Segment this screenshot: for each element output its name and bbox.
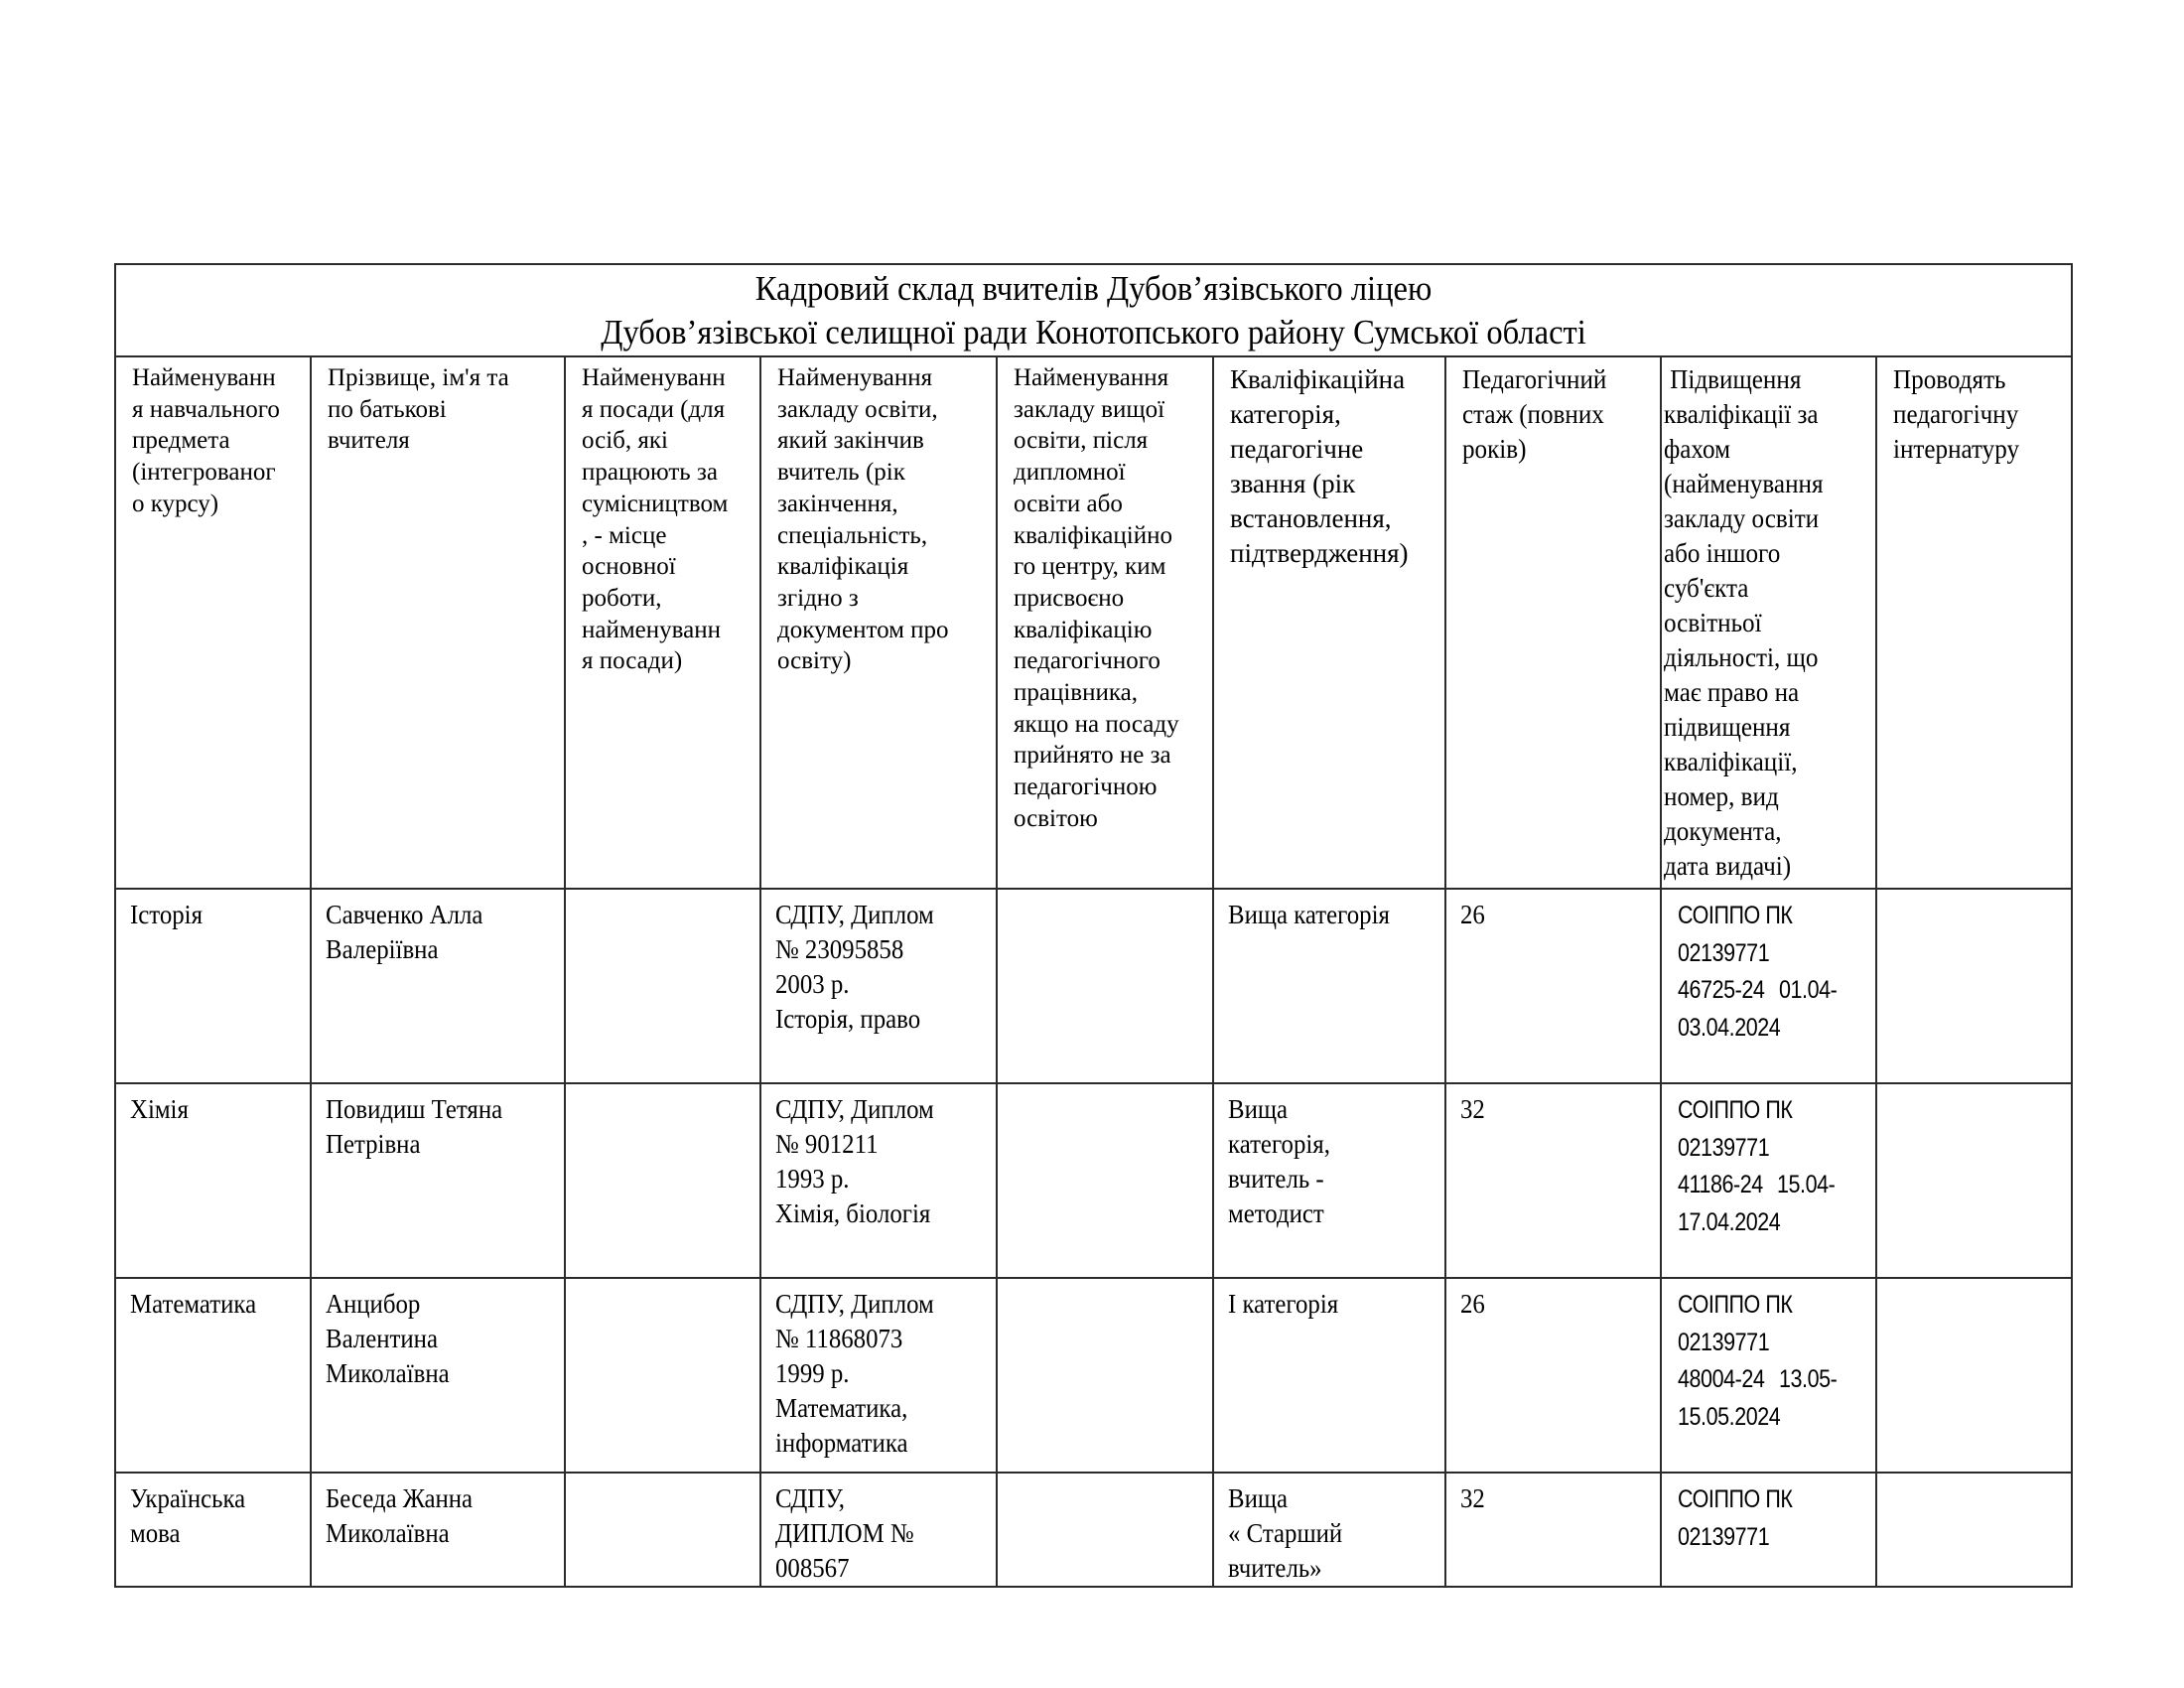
cell-subject — [115, 889, 311, 1083]
cell-line — [130, 1287, 300, 1322]
cell-name — [311, 889, 565, 1083]
header-line: закладу освіти — [1664, 503, 1820, 533]
cell-line — [775, 1356, 986, 1391]
header-line: дипломної — [1014, 459, 1126, 487]
cell-category — [1213, 1278, 1445, 1473]
cell-text: СОІППО ПК — [1678, 1096, 1793, 1124]
cell-text: 01.04- — [1778, 976, 1838, 1004]
header-line: діяльності, що — [1664, 642, 1819, 672]
header-line: Підвищення — [1664, 364, 1802, 394]
cell-line — [1678, 976, 1779, 1004]
cell-line — [775, 1481, 986, 1516]
cell-text: методист — [1228, 1198, 1324, 1228]
cell-text: 03.04.2024 — [1678, 1013, 1781, 1042]
header-line: Найменування — [777, 364, 933, 391]
cell-text: № 901211 — [775, 1129, 879, 1159]
cell-text: вчитель - — [1228, 1164, 1324, 1194]
title-line-2: Дубов’язівської селищної ради Конотопського району Сумської області — [601, 313, 1586, 352]
cell-text: 15.04- — [1776, 1171, 1836, 1198]
header-line: Найменуванн — [132, 364, 276, 391]
header-line: підвищення — [1664, 712, 1791, 742]
header-line: має право на — [1664, 677, 1800, 707]
cell-position — [565, 889, 760, 1083]
cell-line — [1779, 976, 1846, 1004]
cell-text: 41186-24 — [1678, 1171, 1763, 1198]
header-line: вчителя — [328, 427, 410, 455]
header-line: найменуванн — [582, 616, 721, 643]
cell-text: СДПУ, Диплом — [775, 900, 934, 929]
cell-line — [1228, 1162, 1434, 1196]
header-line: Прізвище, ім'я та — [328, 364, 509, 391]
header-line: роботи, — [582, 584, 662, 612]
cell-education — [760, 889, 997, 1083]
cell-line — [1228, 1196, 1434, 1231]
header-line: вчитель (рік — [777, 459, 905, 487]
cell-line — [1460, 898, 1650, 932]
cell-text: Анцибор — [326, 1289, 421, 1319]
cell-training — [1661, 1473, 1876, 1587]
header-row — [115, 356, 2072, 889]
cell-line — [1228, 1551, 1434, 1586]
cell-text: № 11868073 — [775, 1324, 903, 1353]
cell-text: № 23095858 — [775, 934, 904, 964]
cell-line — [326, 1481, 554, 1516]
cell-text: СОІППО ПК — [1678, 902, 1793, 929]
cell-line — [326, 1516, 554, 1551]
cell-line — [1678, 1365, 1779, 1393]
cell-line — [1678, 1171, 1777, 1198]
table-row — [115, 1083, 2072, 1278]
title-line-1: Кадровий склад вчителів Дубов’язівського ліцею — [754, 269, 1433, 308]
cell-line — [1678, 1403, 1797, 1431]
cell-line — [1228, 1127, 1434, 1162]
cell-line — [775, 967, 986, 1002]
cell-line — [1779, 1365, 1846, 1393]
cell-text: Вища — [1228, 1094, 1289, 1124]
cell-text: 26 — [1460, 1289, 1485, 1319]
table-row — [115, 1278, 2072, 1473]
cell-text: інформатика — [775, 1428, 908, 1458]
cell-text: 02139771 — [1678, 1328, 1770, 1356]
cell-line — [775, 1391, 986, 1426]
cell-line — [326, 932, 554, 967]
header-line: педагогічне — [1230, 434, 1364, 464]
cell-text: Миколаївна — [326, 1358, 450, 1388]
cell-line — [1678, 1329, 1784, 1356]
cell-text: мова — [130, 1518, 181, 1548]
cell-education — [760, 1278, 997, 1473]
header-line: освіти або — [1014, 490, 1123, 517]
header-line: педагогічного — [1014, 647, 1160, 675]
cell-text: І категорія — [1228, 1289, 1339, 1319]
cell-line — [1678, 1523, 1784, 1551]
cell-line — [326, 1127, 554, 1162]
cell-text: СДПУ, Диплом — [775, 1289, 934, 1319]
cell-text: СОІППО ПК — [1678, 1291, 1793, 1319]
header-line: Найменування — [1014, 364, 1169, 391]
cell-line — [326, 1322, 554, 1356]
cell-line — [1678, 1014, 1797, 1042]
header-subject — [115, 356, 311, 889]
cell-position — [565, 1473, 760, 1587]
cell-experience — [1445, 889, 1661, 1083]
cell-text: Валеріївна — [326, 934, 439, 964]
cell-line — [1228, 1287, 1434, 1322]
cell-line — [775, 1002, 986, 1037]
cell-category — [1213, 889, 1445, 1083]
cell-experience — [1445, 1473, 1661, 1587]
cell-text: 02139771 — [1678, 938, 1770, 967]
cell-text: СДПУ, — [775, 1483, 845, 1513]
cell-text: 46725-24 — [1678, 976, 1765, 1004]
cell-line — [775, 932, 986, 967]
cell-text: 1999 р. — [775, 1358, 850, 1388]
cell-higher-education — [997, 1083, 1213, 1278]
cell-category — [1213, 1083, 1445, 1278]
cell-line — [775, 1551, 986, 1586]
cell-higher-education — [997, 889, 1213, 1083]
header-line: Кваліфікаційна — [1230, 364, 1406, 394]
header-line: сумісництвом — [582, 490, 729, 517]
header-line: предмета — [132, 427, 230, 455]
staff-table — [114, 263, 2073, 1588]
cell-line — [326, 1092, 554, 1127]
cell-text: 15.05.2024 — [1678, 1402, 1781, 1431]
header-line: документом про — [777, 616, 949, 643]
cell-experience — [1445, 1083, 1661, 1278]
header-line: освітньої — [1664, 608, 1762, 637]
cell-line — [1678, 1096, 1811, 1124]
cell-line — [1460, 1092, 1650, 1127]
header-line: спеціальність, — [777, 521, 928, 549]
cell-education — [760, 1473, 997, 1587]
cell-category — [1213, 1473, 1445, 1587]
header-line: суб'єкта — [1664, 573, 1749, 603]
cell-position — [565, 1278, 760, 1473]
cell-line — [775, 1162, 986, 1196]
cell-text: 008567 — [775, 1553, 850, 1583]
cell-line — [1228, 898, 1434, 932]
cell-line — [775, 898, 986, 932]
cell-internship — [1876, 1278, 2072, 1473]
cell-line — [775, 1426, 986, 1461]
cell-line — [775, 1092, 986, 1127]
cell-text: 02139771 — [1678, 1133, 1770, 1162]
cell-text: 13.05- — [1778, 1365, 1838, 1393]
header-line: о курсу) — [132, 490, 219, 517]
cell-line — [130, 1481, 300, 1516]
header-line: го центру, ким — [1014, 553, 1166, 581]
header-line: звання (рік — [1230, 469, 1356, 498]
table-row — [115, 889, 2072, 1083]
cell-training — [1661, 1278, 1876, 1473]
cell-text: 1993 р. — [775, 1164, 850, 1194]
cell-line — [1777, 1171, 1844, 1198]
cell-line — [1678, 1208, 1797, 1236]
cell-text: Миколаївна — [326, 1518, 450, 1548]
header-line: я навчального — [132, 395, 280, 423]
cell-text: 17.04.2024 — [1678, 1207, 1781, 1236]
header-category — [1213, 356, 1445, 889]
cell-line — [1460, 1287, 1650, 1322]
cell-name — [311, 1278, 565, 1473]
cell-training — [1661, 889, 1876, 1083]
cell-text: Вища категорія — [1228, 900, 1390, 929]
header-line: який закінчив — [777, 427, 924, 455]
cell-text: Валентина — [326, 1324, 439, 1353]
cell-line — [1678, 939, 1784, 967]
cell-higher-education — [997, 1278, 1213, 1473]
header-line: кваліфікація — [777, 553, 909, 581]
header-line: (найменування — [1664, 469, 1824, 498]
cell-experience — [1445, 1278, 1661, 1473]
cell-line — [130, 1516, 300, 1551]
cell-text: Петрівна — [326, 1129, 421, 1159]
cell-line — [326, 1356, 554, 1391]
header-line: кваліфікацію — [1014, 616, 1153, 643]
cell-subject — [115, 1278, 311, 1473]
cell-higher-education — [997, 1473, 1213, 1587]
header-line: по батькові — [328, 395, 447, 423]
cell-internship — [1876, 1473, 2072, 1587]
cell-education — [760, 1083, 997, 1278]
cell-text: Математика, — [775, 1393, 908, 1423]
cell-text: ДИПЛОМ № — [775, 1518, 914, 1548]
cell-line — [130, 1092, 300, 1127]
cell-text: Історія, право — [775, 1004, 921, 1034]
cell-line — [775, 1322, 986, 1356]
cell-name — [311, 1473, 565, 1587]
title-row — [115, 264, 2072, 356]
header-line: (інтегрованог — [132, 459, 276, 487]
header-higher-education — [997, 356, 1213, 889]
cell-line — [775, 1196, 986, 1231]
header-line: освітою — [1014, 804, 1098, 832]
cell-line — [1228, 1481, 1434, 1516]
header-line: кваліфікації, — [1664, 747, 1798, 776]
cell-text: Історія — [130, 900, 203, 929]
header-line: освіту) — [777, 647, 852, 675]
header-line: педагогічною — [1014, 774, 1158, 801]
header-line: я посади) — [582, 647, 683, 675]
header-line: Найменуванн — [582, 364, 726, 391]
header-line: Проводять — [1893, 364, 2006, 394]
cell-line — [1678, 1291, 1811, 1319]
header-line: встановлення, — [1230, 503, 1392, 533]
header-education — [760, 356, 997, 889]
cell-text: категорія, — [1228, 1129, 1330, 1159]
cell-text: Повидиш Тетяна — [326, 1094, 503, 1124]
cell-line — [326, 898, 554, 932]
cell-text: Вища — [1228, 1483, 1289, 1513]
header-line: освіти, після — [1014, 427, 1149, 455]
cell-text: 26 — [1460, 900, 1485, 929]
header-line: основної — [582, 553, 676, 581]
header-line: інтернатуру — [1893, 434, 2020, 464]
cell-internship — [1876, 1083, 2072, 1278]
cell-name — [311, 1083, 565, 1278]
header-line: присвоєно — [1014, 584, 1125, 612]
cell-subject — [115, 1083, 311, 1278]
header-line: я посади (для — [582, 395, 726, 423]
header-line: Педагогічний — [1462, 364, 1607, 394]
header-line: якщо на посаду — [1014, 710, 1179, 738]
table-title — [115, 264, 2072, 356]
header-line: згідно з — [777, 584, 859, 612]
header-line: працівника, — [1014, 679, 1138, 707]
cell-line — [1678, 1485, 1811, 1513]
header-line: або іншого — [1664, 538, 1781, 568]
header-teacher-name — [311, 356, 565, 889]
header-position — [565, 356, 760, 889]
header-line: осіб, які — [582, 427, 668, 455]
header-line: кваліфікаційно — [1014, 521, 1172, 549]
header-internship — [1876, 356, 2072, 889]
header-line: прийнято не за — [1014, 742, 1171, 770]
header-line: , - місце — [582, 521, 667, 549]
cell-line — [1460, 1481, 1650, 1516]
table-body — [115, 889, 2072, 1587]
cell-line — [1228, 1092, 1434, 1127]
cell-line — [775, 1127, 986, 1162]
cell-text: Математика — [130, 1289, 257, 1319]
cell-text: 48004-24 — [1678, 1365, 1765, 1393]
header-line: категорія, — [1230, 399, 1341, 429]
cell-text: « Старший — [1228, 1518, 1343, 1548]
header-line: стаж (повних — [1462, 399, 1604, 429]
cell-subject — [115, 1473, 311, 1587]
cell-line — [775, 1287, 986, 1322]
header-line: закінчення, — [777, 490, 898, 517]
cell-text: Українська — [130, 1483, 246, 1513]
cell-text: Хімія — [130, 1094, 189, 1124]
table-row — [115, 1473, 2072, 1587]
header-line: дата видачі) — [1664, 851, 1792, 881]
cell-line — [326, 1287, 554, 1322]
header-line: номер, вид — [1664, 781, 1779, 811]
cell-internship — [1876, 889, 2072, 1083]
cell-line — [775, 1516, 986, 1551]
cell-text: Хімія, біологія — [775, 1198, 931, 1228]
cell-training — [1661, 1083, 1876, 1278]
header-line: закладу освіти, — [777, 395, 938, 423]
header-experience — [1445, 356, 1661, 889]
cell-text: Беседа Жанна — [326, 1483, 474, 1513]
header-line: працюють за — [582, 459, 718, 487]
cell-text: Савченко Алла — [326, 900, 483, 929]
header-line: років) — [1462, 434, 1527, 464]
header-line: фахом — [1664, 434, 1730, 464]
cell-text: 2003 р. — [775, 969, 850, 999]
cell-line — [1228, 1516, 1434, 1551]
cell-text: СДПУ, Диплом — [775, 1094, 934, 1124]
header-line: підтвердження) — [1230, 538, 1409, 568]
header-line: закладу вищої — [1014, 395, 1165, 423]
cell-line — [1678, 902, 1811, 929]
cell-text: вчитель» — [1228, 1553, 1322, 1583]
header-line: кваліфікації за — [1664, 399, 1819, 429]
cell-text: СОІППО ПК — [1678, 1485, 1793, 1513]
cell-line — [130, 898, 300, 932]
cell-text: 02139771 — [1678, 1522, 1770, 1551]
cell-text: 32 — [1460, 1094, 1485, 1124]
header-line: документа, — [1664, 816, 1782, 846]
cell-line — [1678, 1134, 1784, 1162]
header-line: педагогічну — [1893, 399, 2019, 429]
cell-text: 32 — [1460, 1483, 1485, 1513]
cell-position — [565, 1083, 760, 1278]
header-training — [1661, 356, 1876, 889]
